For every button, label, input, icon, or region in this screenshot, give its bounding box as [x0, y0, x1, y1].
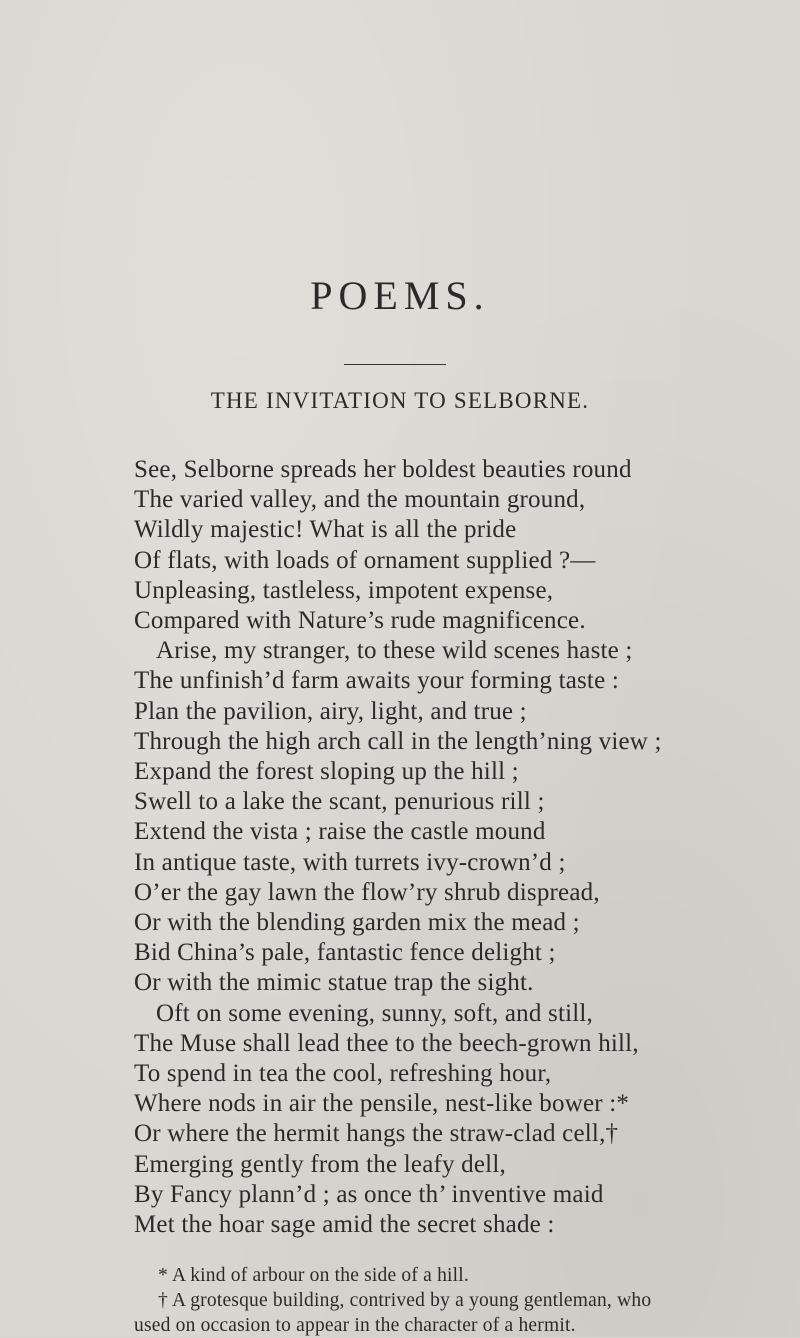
poem-line: Unpleasing, tastleless, impotent expense, — [134, 576, 554, 604]
poem-line: Of flats, with loads of ornament supplied ?— — [134, 546, 596, 574]
poem-line: Expand the forest sloping up the hill ; — [134, 758, 519, 785]
poem-line: O’er the gay lawn the flow’ry shrub dispread, — [134, 878, 600, 906]
poem-line: Where nods in air the pensile, nest-like bower :* — [134, 1090, 630, 1118]
poem-line: To spend in tea the cool, refreshing hour, — [134, 1060, 552, 1087]
poem-line: See, Selborne spreads her boldest beauties round — [134, 456, 632, 483]
poem-line: Swell to a lake the scant, penurious rill ; — [134, 788, 545, 816]
poem-line: The varied valley, and the mountain ground, — [134, 486, 586, 514]
book-title: POEMS. — [310, 273, 490, 318]
poem-line: Extend the vista ; raise the castle mound — [134, 818, 546, 846]
poem-line: The Muse shall lead thee to the beech-grown hill, — [134, 1029, 639, 1057]
poem-line: Arise, my stranger, to these wild scenes haste ; — [156, 637, 633, 665]
poem-line: Wildly majestic! What is all the pride — [134, 516, 517, 544]
poem-line: Met the hoar sage amid the secret shade : — [134, 1211, 555, 1238]
poem-line: Or with the blending garden mix the mead ; — [134, 909, 580, 936]
poem-line: Through the high arch call in the length’ning view ; — [134, 727, 662, 755]
poem-line: By Fancy plann’d ; as once th’ inventive maid — [134, 1180, 604, 1208]
poem-line: Or where the hermit hangs the straw-clad cell,† — [134, 1120, 619, 1148]
poem-line: Compared with Nature’s rude magnificence. — [134, 607, 586, 634]
poem-line: Emerging gently from the leafy dell, — [134, 1150, 506, 1178]
poem-title: THE INVITATION TO SELBORNE. — [210, 388, 590, 413]
poem-line: Plan the pavilion, airy, light, and true ; — [134, 697, 527, 725]
poem-line: In antique taste, with turrets ivy-crown’d ; — [134, 848, 566, 876]
footnote: † A grotesque building, contrived by a young gentleman, who — [158, 1290, 652, 1312]
poem-line: The unfinish’d farm awaits your forming taste : — [134, 667, 619, 695]
footnote: used on occasion to appear in the character of a hermit. — [134, 1315, 576, 1337]
title-divider — [344, 364, 446, 365]
poem-line: Bid China’s pale, fantastic fence delight ; — [134, 939, 556, 967]
poem-line: Or with the mimic statue trap the sight. — [134, 969, 534, 997]
poem-line: Oft on some evening, sunny, soft, and still, — [156, 999, 593, 1027]
footnote: * A kind of arbour on the side of a hill. — [158, 1265, 469, 1287]
